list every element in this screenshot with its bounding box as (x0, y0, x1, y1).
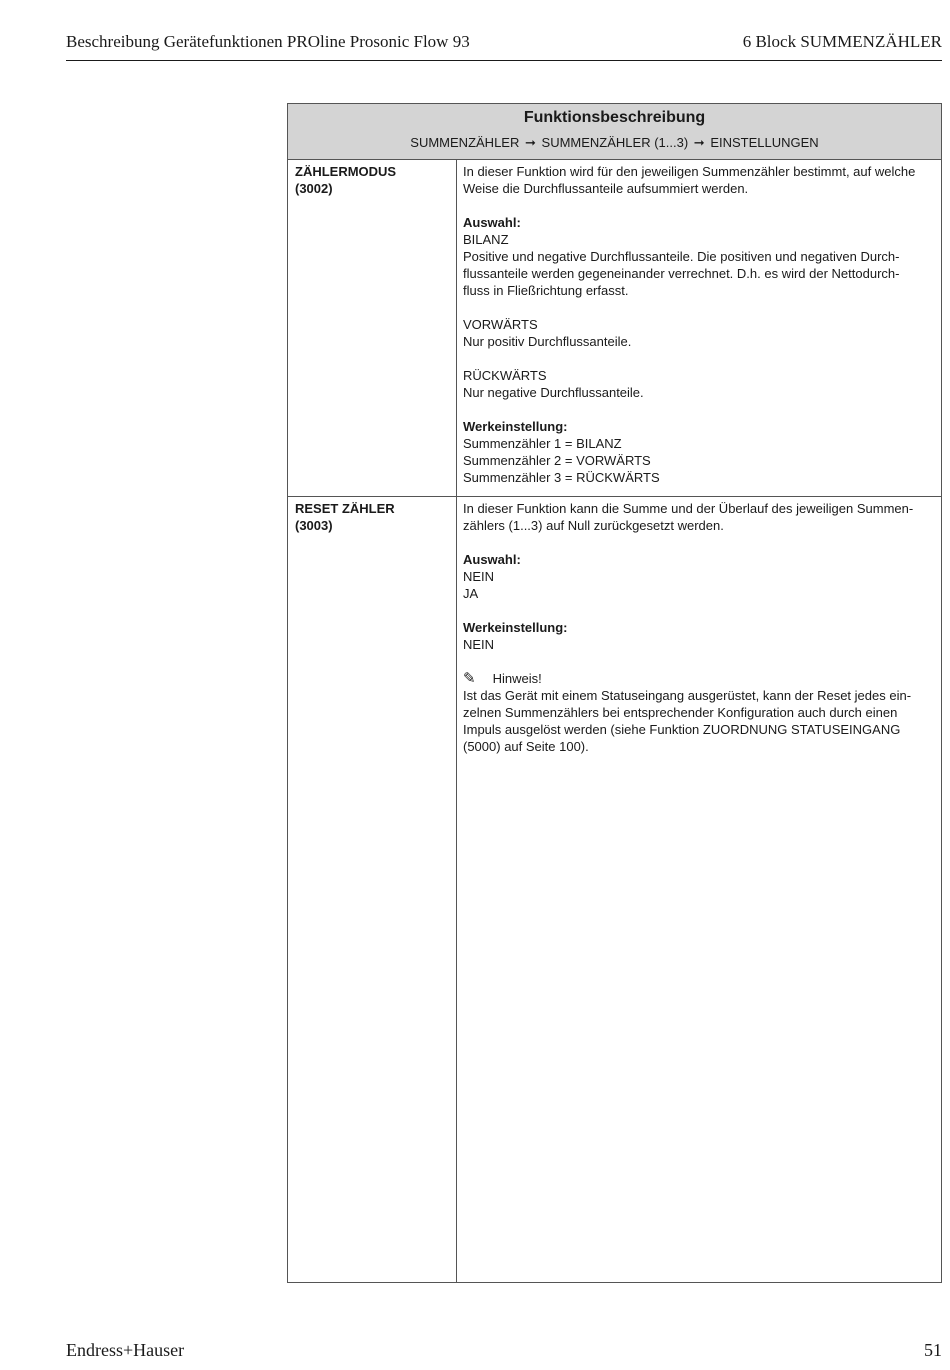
arrow-right-icon: ➞ (525, 135, 536, 150)
function-description (463, 500, 935, 755)
option-name: NEIN (463, 569, 495, 584)
default-value: Summenzähler 1 = BILANZ (463, 436, 622, 451)
default-value: Summenzähler 2 = VORWÄRTS (463, 453, 651, 468)
option-desc: fluss in Fließrichtung erfasst. (463, 283, 629, 298)
table-row (288, 160, 941, 497)
note-text: (5000) auf Seite 100). (463, 739, 589, 754)
default-value: Summenzähler 3 = RÜCKWÄRTS (463, 470, 660, 485)
function-name-label: ZÄHLERMODUS (295, 164, 397, 179)
function-name-label: RESET ZÄHLER (295, 501, 395, 516)
function-name (295, 163, 450, 197)
page-header (66, 30, 942, 61)
choice-label: Auswahl: (463, 215, 521, 230)
intro-line: In dieser Funktion kann die Summe und der Überlauf des jeweiligen Summen- (463, 501, 914, 516)
page-footer (66, 1340, 942, 1364)
function-code: (3003) (295, 518, 333, 533)
chapter-title: 6 Block SUMMENZÄHLER (742, 32, 942, 51)
intro-line: In dieser Funktion wird für den jeweiligen Summenzähler bestimmt, auf welche (463, 164, 916, 179)
option-desc: Nur positiv Durchflussanteile. (463, 334, 632, 349)
option-name: JA (463, 586, 479, 601)
note-heading (463, 670, 935, 687)
document-title: Beschreibung Gerätefunktionen PROline Prosonic Flow 93 (66, 32, 470, 51)
option-name: BILANZ (463, 232, 509, 247)
default-value: NEIN (463, 637, 495, 652)
function-table (287, 103, 942, 1283)
path-item: SUMMENZÄHLER (1...3) (541, 135, 689, 150)
choice-label: Auswahl: (463, 552, 521, 567)
note-text: Impuls ausgelöst werden (siehe Funktion ZUORDNUNG STATUSEINGANG (463, 722, 901, 737)
arrow-right-icon: ➞ (693, 135, 705, 150)
path-item: EINSTELLUNGEN (710, 135, 819, 150)
default-label: Werkeinstellung: (463, 620, 568, 635)
table-header (288, 104, 941, 160)
brand-logo: Endress+Hauser (66, 1340, 185, 1360)
table-title: Funktionsbeschreibung (523, 109, 706, 126)
page-number: 51 (924, 1340, 942, 1360)
intro-line: Weise die Durchflussanteile aufsummiert werden. (463, 181, 749, 196)
table-body (288, 160, 941, 1282)
table-row (288, 497, 941, 1282)
option-desc: Nur negative Durchflussanteile. (463, 385, 644, 400)
note-title: Hinweis! (492, 671, 542, 686)
option-desc: Positive und negative Durchflussanteile. Die positiven und negativen Durch- (463, 249, 900, 264)
option-name: VORWÄRTS (463, 317, 538, 332)
default-label: Werkeinstellung: (463, 419, 568, 434)
note-text: Ist das Gerät mit einem Statuseingang ausgerüstet, kann der Reset jedes ein- (463, 688, 912, 703)
function-description (463, 163, 935, 486)
intro-line: zählers (1...3) auf Null zurückgesetzt werden. (463, 518, 724, 533)
function-code: (3002) (295, 181, 333, 196)
option-desc: flussanteile werden gegeneinander verrechnet. D.h. es wird der Nettodurch- (463, 266, 900, 281)
function-name (295, 500, 450, 534)
pencil-note-icon: ✎ (463, 670, 476, 687)
menu-path (288, 135, 941, 151)
path-item: SUMMENZÄHLER (410, 135, 520, 150)
option-name: RÜCKWÄRTS (463, 368, 547, 383)
note-text: zelnen Summenzählers bei entsprechender Konfiguration auch durch einen (463, 705, 898, 720)
